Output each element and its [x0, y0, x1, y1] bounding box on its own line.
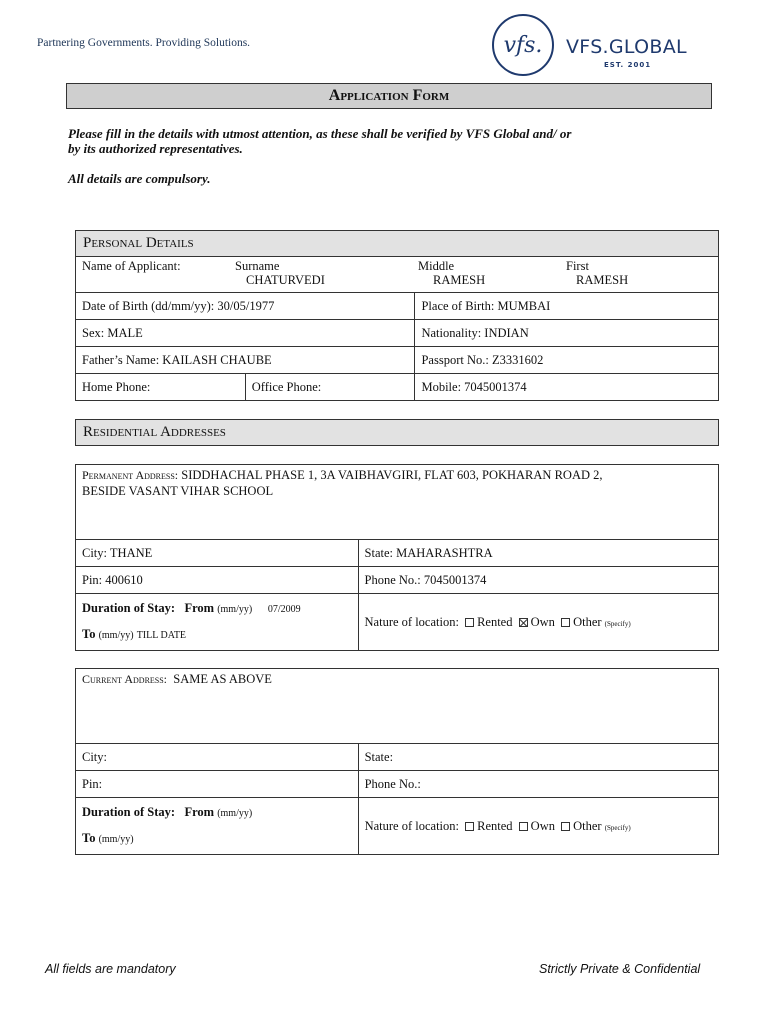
from-value: 07/2009 — [267, 604, 301, 615]
current-own-label: Own — [530, 818, 555, 833]
intro-compulsory: All details are compulsory. — [68, 171, 211, 186]
permanent-address-table — [75, 464, 719, 651]
current-rented-label: Rented — [477, 818, 513, 833]
rented-checkbox[interactable] — [465, 618, 474, 627]
specify-label: (Specify) — [604, 619, 631, 628]
mobile-field[interactable]: Mobile: 7045001374 — [415, 374, 719, 401]
middle-value: RAMESH — [433, 273, 486, 287]
home-phone-field[interactable]: Home Phone: — [76, 374, 246, 401]
tagline: Partnering Governments. Providing Solutions. — [37, 37, 251, 49]
vfs-logo-est: EST. 2001 — [604, 61, 652, 69]
surname-value: CHATURVEDI — [246, 273, 325, 287]
current-other-checkbox[interactable] — [561, 822, 570, 831]
from-mmyy: (mm/yy) — [217, 604, 253, 615]
current-rented-checkbox[interactable] — [465, 822, 474, 831]
permanent-city-field[interactable]: City: THANE — [76, 540, 359, 567]
intro-line-1: Please fill in the details with utmost attention, as these shall be verified by VFS Global and/ or — [68, 126, 572, 141]
current-address-field[interactable] — [76, 669, 719, 744]
personal-details-table — [75, 256, 719, 401]
current-to-mmyy: (mm/yy) — [98, 834, 134, 845]
duration-label: Duration of Stay: — [82, 601, 176, 615]
permanent-address-label: Permanent Address: — [82, 468, 179, 482]
permanent-phone-field[interactable]: Phone No.: 7045001374 — [358, 567, 718, 594]
current-other-label: Other — [573, 818, 602, 833]
current-pin-field[interactable]: Pin: — [76, 771, 359, 798]
permanent-nature-field — [358, 594, 718, 651]
other-label: Other — [573, 614, 602, 629]
current-from-label: From — [184, 805, 215, 819]
current-specify-label: (Specify) — [604, 823, 631, 832]
current-from-mmyy: (mm/yy) — [217, 808, 253, 819]
other-checkbox[interactable] — [561, 618, 570, 627]
permanent-pin-field[interactable]: Pin: 400610 — [76, 567, 359, 594]
dob-field[interactable]: Date of Birth (dd/mm/yy): 30/05/1977 — [76, 293, 415, 320]
to-mmyy: (mm/yy) — [98, 630, 134, 641]
to-label: To — [82, 627, 96, 641]
to-value: TILL DATE — [136, 630, 187, 641]
middle-label: Middle — [418, 259, 455, 273]
passport-field[interactable]: Passport No.: Z3331602 — [415, 347, 719, 374]
residential-addresses-heading: Residential Addresses — [75, 419, 719, 446]
intro-line-2: by its authorized representatives. — [68, 141, 243, 156]
own-checkbox-checked[interactable] — [519, 618, 528, 627]
own-label: Own — [530, 614, 555, 629]
permanent-address-line-1: SIDDHACHAL PHASE 1, 3A VAIBHAVGIRI, FLAT 603, POKHARAN ROAD 2, — [181, 468, 603, 482]
current-address-label: Current Address: — [82, 672, 168, 686]
current-to-label: To — [82, 831, 96, 845]
current-own-checkbox[interactable] — [519, 822, 528, 831]
permanent-state-field[interactable]: State: MAHARASHTRA — [358, 540, 718, 567]
nature-label: Nature of location: — [364, 614, 459, 629]
surname-label: Surname — [235, 259, 280, 273]
current-phone-field[interactable]: Phone No.: — [358, 771, 718, 798]
from-label: From — [184, 601, 215, 615]
permanent-address-field[interactable] — [76, 465, 719, 540]
current-state-field[interactable]: State: — [358, 744, 718, 771]
current-nature-field — [358, 798, 718, 855]
nationality-field[interactable]: Nationality: INDIAN — [415, 320, 719, 347]
current-nature-label: Nature of location: — [364, 818, 459, 833]
footer-confidential: Strictly Private & Confidential — [539, 962, 701, 976]
form-title: Application Form — [66, 83, 712, 109]
permanent-address-line-2: BESIDE VASANT VIHAR SCHOOL — [82, 484, 274, 498]
current-address-table — [75, 668, 719, 855]
permanent-duration-field[interactable] — [76, 594, 359, 651]
vfs-logo-text: VFS.GLOBAL — [566, 36, 687, 58]
personal-details-heading: Personal Details — [75, 230, 719, 257]
name-of-applicant-row[interactable] — [76, 257, 719, 293]
sex-field[interactable]: Sex: MALE — [76, 320, 415, 347]
name-label: Name of Applicant: — [82, 259, 181, 273]
vfs-logo-mark — [492, 14, 554, 76]
logo-mark-text: vfs. — [503, 32, 543, 58]
footer-mandatory: All fields are mandatory — [45, 962, 176, 976]
current-city-field[interactable]: City: — [76, 744, 359, 771]
father-name-field[interactable]: Father’s Name: KAILASH CHAUBE — [76, 347, 415, 374]
current-duration-label: Duration of Stay: — [82, 805, 176, 819]
first-value: RAMESH — [576, 273, 629, 287]
current-address-value: SAME AS ABOVE — [173, 672, 272, 686]
rented-label: Rented — [477, 614, 513, 629]
office-phone-field[interactable]: Office Phone: — [245, 374, 415, 401]
first-label: First — [566, 259, 589, 273]
pob-field[interactable]: Place of Birth: MUMBAI — [415, 293, 719, 320]
current-duration-field[interactable] — [76, 798, 359, 855]
